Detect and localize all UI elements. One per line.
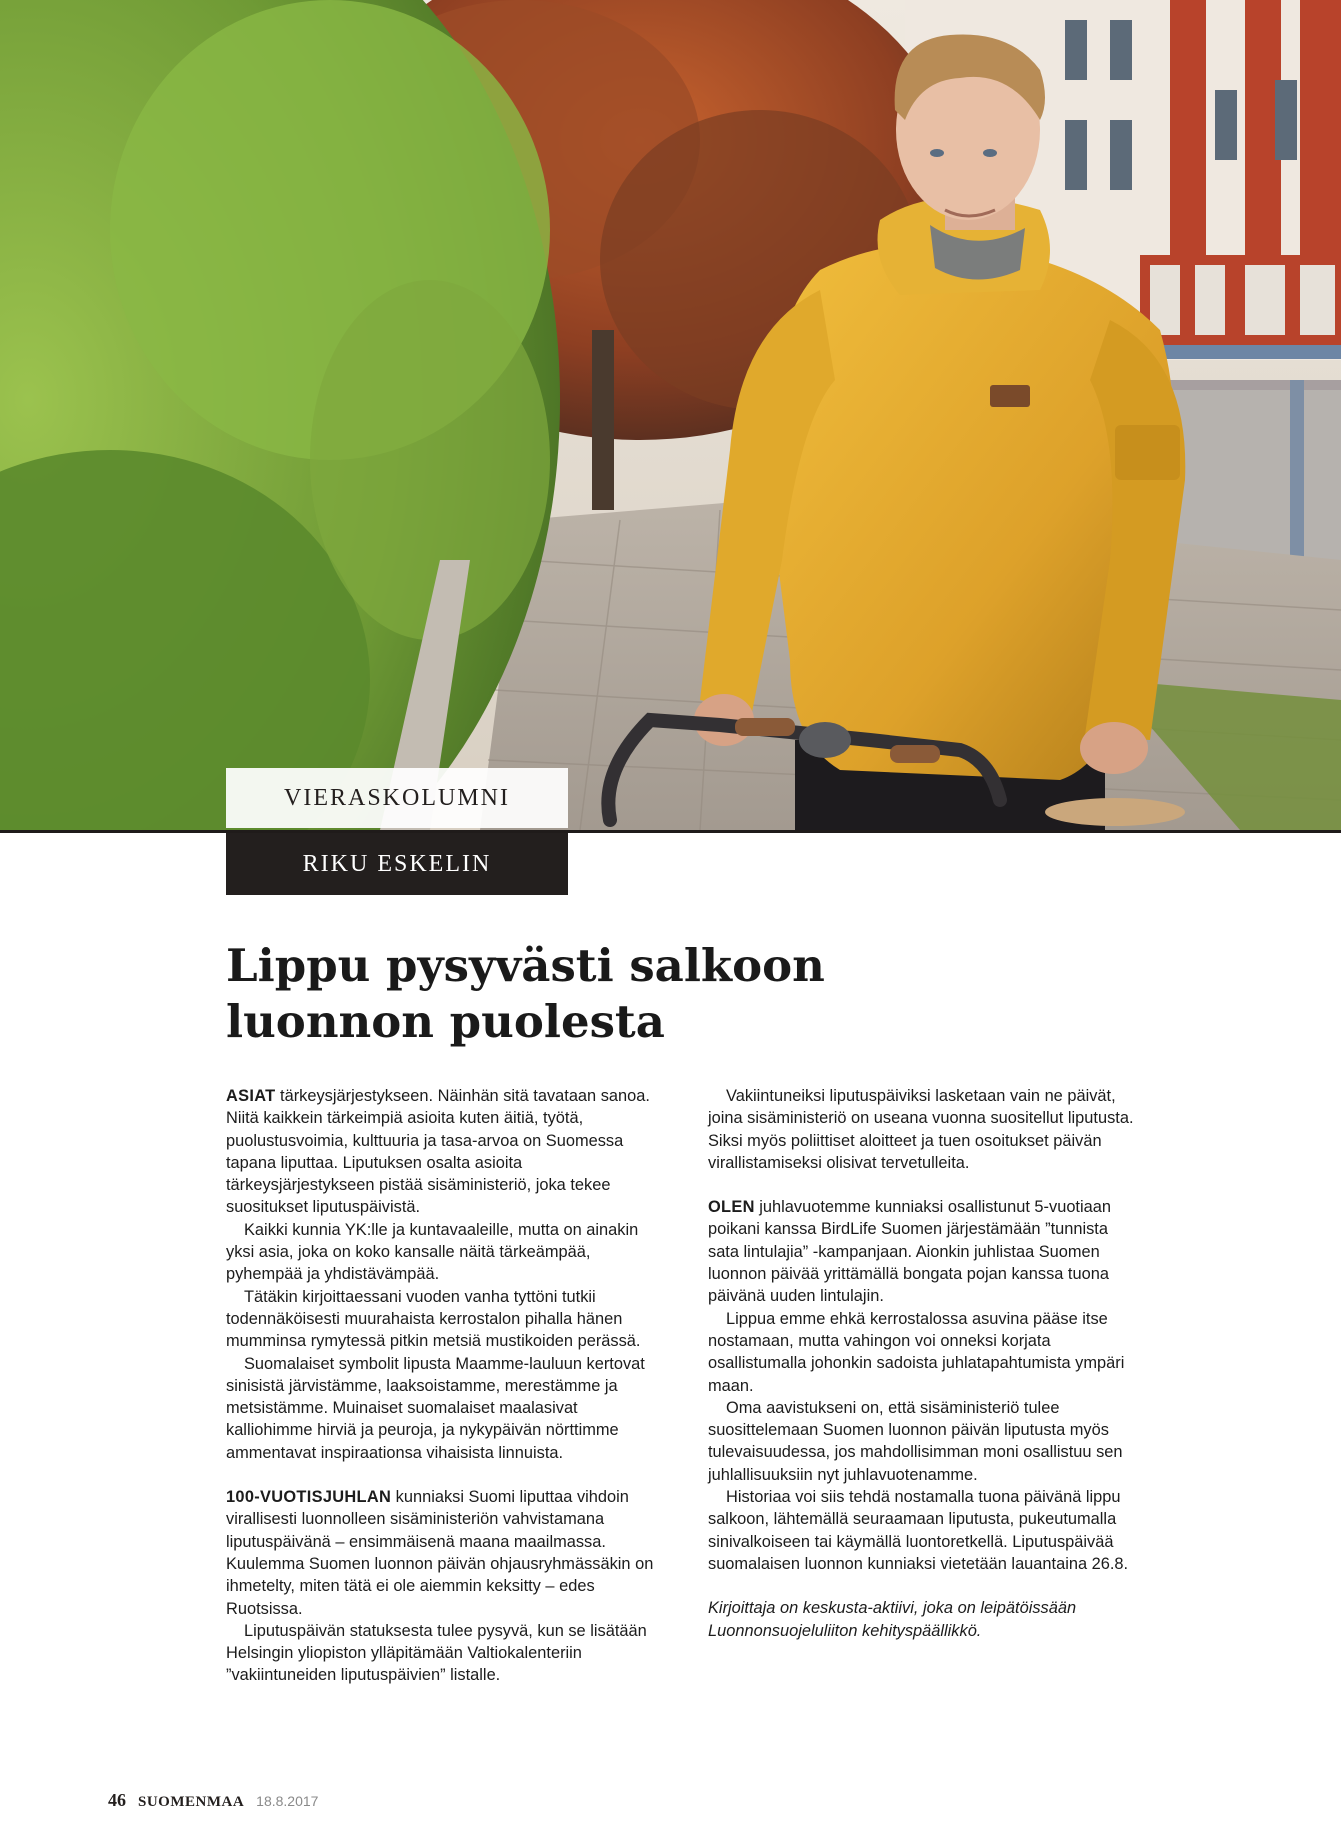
article-column-left — [226, 1085, 656, 1687]
paragraph — [226, 1085, 656, 1219]
paragraph: Lippua emme ehkä kerrostalossa asuvina pääse itse nostamaan, mutta vahingon voi onneksi korjata osallistumalla johonkin sadoista juhlatapahtumista ympäri maan. — [708, 1309, 1125, 1395]
article-headline — [226, 938, 1026, 1050]
photo-illustration — [0, 0, 1341, 830]
photo-bottom-rule — [0, 830, 1341, 833]
paragraph-text: kunniaksi Suomi liputtaa vihdoin virallisesti luonnolleen sisäministeriön vahvistamana liputuspäivänä – ensimmäisenä maana maailmassa. Kuulemma Suomen luonnon päivän ohjausryhmässäkin on ihmetelty, miten tätä ei ole aiemmin keksitty – edes Ruotsissa. — [226, 1488, 654, 1618]
headline-line-2: luonnon puolesta — [226, 995, 665, 1048]
lead-word: OLEN — [708, 1198, 755, 1217]
page-footer — [108, 1790, 318, 1811]
paragraph — [226, 1486, 656, 1620]
paragraph-text: juhlavuotemme kunniaksi osallistunut 5-vuotiaan poikani kanssa BirdLife Suomen järjestämään ”tunnista sata lintulajia” -kampanjaan. Aionkin juhlistaa Suomen luonnon päivää yrittämällä bongata pojan kanssa tuona päivänä uuden lintulajin. — [708, 1198, 1111, 1306]
paragraph: Vakiintuneiksi liputuspäiviksi lasketaan vain ne päivät, joina sisäministeriö on useana vuonna suositellut liputusta. Siksi myös poliittiset aloitteet ja tuen osoitukset päivän virallistamiseksi olisivat tervetulleita. — [708, 1087, 1134, 1172]
lead-word: 100-VUOTISJUHLAN — [226, 1488, 392, 1507]
paragraph: Historiaa voi siis tehdä nostamalla tuona päivänä lippu salkoon, lähtemällä seuraamaan liputusta, pukeutumalla sinivalkoiseen tai käymällä luontoretkellä. Liputuspäivää suomalaisen luonnon kunniaksi vietetään lauantaina 26.8. — [708, 1488, 1129, 1573]
paragraph: Liputuspäivän statuksesta tulee pysyvä, kun se lisätään Helsingin yliopiston ylläpitämään Valtiokalenteriin ”vakiintuneiden liputuspäivien” listalle. — [226, 1621, 647, 1685]
publication-name: SUOMENMAA — [138, 1794, 245, 1810]
paragraph-text: tärkeysjärjestykseen. Näinhän sitä tavataan sanoa. Niitä kaikkein tärkeimpiä asioita kuten äitiä, työtä, puolustusvoimia, kulttuuria ja tasa-arvoa on Suomessa tapana liputtaa. Liputuksen osalta asioita tärkeysjärjestykseen pistää sisäministeriö, joka tekee suositukset liputuspäivistä. — [226, 1087, 650, 1217]
column-author-label: RIKU ESKELIN — [226, 833, 568, 895]
page-number: 46 — [108, 1790, 126, 1810]
paragraph — [708, 1196, 1138, 1307]
header-photo — [0, 0, 1341, 830]
article-column-right — [708, 1085, 1138, 1642]
issue-date: 18.8.2017 — [256, 1793, 319, 1809]
paragraph: Kaikki kunnia YK:lle ja kuntavaaleille, mutta on ainakin yksi asia, joka on koko kansalle näitä tärkeämpää, pyhempää ja yhdistävämpää. — [226, 1220, 639, 1284]
paragraph: Oma aavistukseni on, että sisäministeriö tulee suosittelemaan Suomen luonnon päivän liputusta myös tulevaisuudessa, jos mahdollisimman moni osallistuu sen juhlallisuuksiin nyt juhlavuotenamme. — [708, 1398, 1123, 1484]
lead-word: ASIAT — [226, 1087, 276, 1105]
paragraph: Suomalaiset symbolit lipusta Maamme-lauluun kertovat sinisistä järvistämme, laaksoistamme, merestämme ja metsistämme. Muinaiset suomalaiset maalasivat kalliohimme hirviä ja peuroja, ja nykypäivän nörttimme ammentavat inspiraationsa vihaisista linnuista. — [226, 1354, 645, 1462]
paragraph: Tätäkin kirjoittaessani vuoden vanha tyttöni tutkii todennäköisesti muurahaista kerrostalon pihalla hänen mumminsa rymytessä pitkin metsiä mustikoiden perässä. — [226, 1287, 641, 1351]
headline-line-1: Lippu pysyvästi salkoon — [226, 939, 825, 992]
author-signature: Kirjoittaja on keskusta-aktiivi, joka on leipätöissään Luonnonsuojeluliiton kehityspäällikkö. — [708, 1599, 1077, 1640]
column-category-label: VIERASKOLUMNI — [226, 768, 568, 828]
